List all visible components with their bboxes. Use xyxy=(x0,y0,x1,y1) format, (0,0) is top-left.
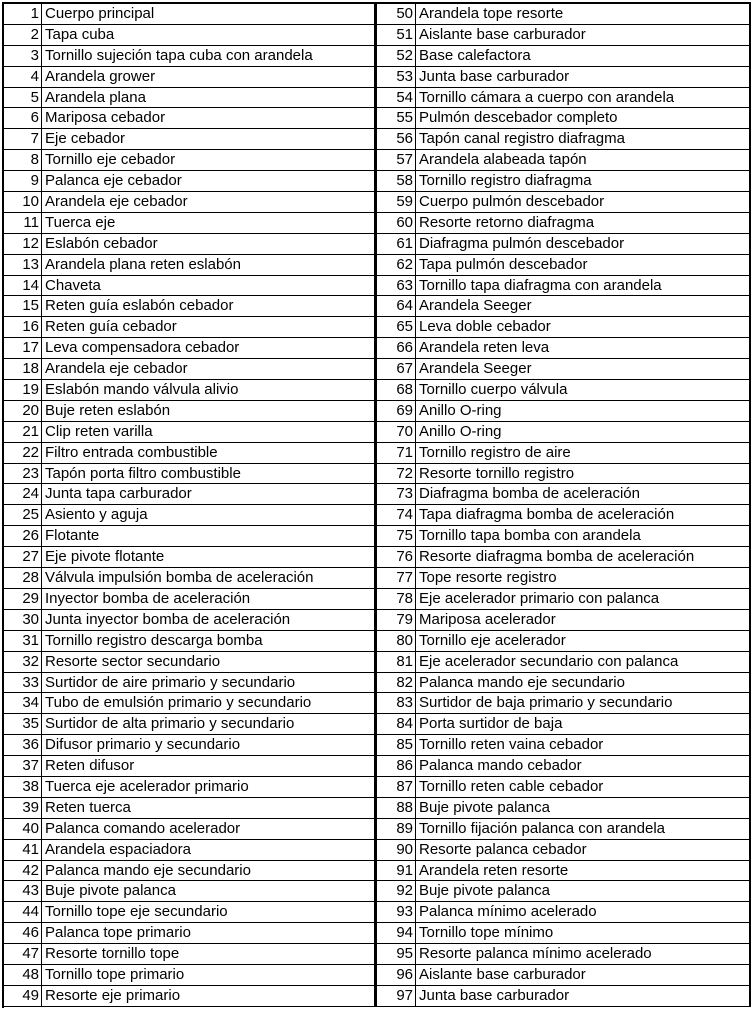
table-row xyxy=(4,296,377,317)
part-number: 42 xyxy=(4,861,42,881)
table-row xyxy=(377,255,751,276)
part-number: 86 xyxy=(377,756,416,776)
part-number: 43 xyxy=(4,881,42,901)
part-number: 25 xyxy=(4,505,42,525)
part-number: 69 xyxy=(377,401,416,421)
part-name: Tornillo eje acelerador xyxy=(416,631,751,651)
table-row xyxy=(377,464,751,485)
part-number: 50 xyxy=(377,4,416,24)
part-name: Arandela reten leva xyxy=(416,338,751,358)
table-row xyxy=(4,338,377,359)
part-name: Clip reten varilla xyxy=(42,422,377,442)
part-name: Resorte retorno diafragma xyxy=(416,213,751,233)
part-number: 84 xyxy=(377,714,416,734)
part-number: 16 xyxy=(4,317,42,337)
part-number: 3 xyxy=(4,46,42,66)
part-name: Buje pivote palanca xyxy=(416,881,751,901)
table-row xyxy=(4,4,377,25)
part-name: Junta tapa carburador xyxy=(42,484,377,504)
part-name: Reten difusor xyxy=(42,756,377,776)
part-name: Reten guía cebador xyxy=(42,317,377,337)
table-row xyxy=(377,819,751,840)
table-row xyxy=(4,652,377,673)
part-name: Tornillo reten vaina cebador xyxy=(416,735,751,755)
part-name: Tornillo fijación palanca con arandela xyxy=(416,819,751,839)
table-row xyxy=(377,129,751,150)
part-name: Resorte diafragma bomba de aceleración xyxy=(416,547,751,567)
table-row xyxy=(4,150,377,171)
part-name: Tornillo reten cable cebador xyxy=(416,777,751,797)
table-row xyxy=(4,380,377,401)
part-name: Tornillo tope eje secundario xyxy=(42,902,377,922)
part-name: Arandela espaciadora xyxy=(42,840,377,860)
part-name: Arandela plana xyxy=(42,88,377,108)
table-row xyxy=(4,505,377,526)
part-number: 65 xyxy=(377,317,416,337)
part-number: 63 xyxy=(377,276,416,296)
part-number: 81 xyxy=(377,652,416,672)
part-number: 49 xyxy=(4,986,42,1006)
table-row xyxy=(377,881,751,902)
part-number: 95 xyxy=(377,944,416,964)
part-name: Eje acelerador secundario con palanca xyxy=(416,652,751,672)
part-number: 83 xyxy=(377,693,416,713)
part-number: 26 xyxy=(4,526,42,546)
table-row xyxy=(4,234,377,255)
table-row xyxy=(4,276,377,297)
part-name: Porta surtidor de baja xyxy=(416,714,751,734)
part-name: Buje reten eslabón xyxy=(42,401,377,421)
parts-table xyxy=(2,2,751,1008)
part-name: Tornillo tapa bomba con arandela xyxy=(416,526,751,546)
part-name: Tornillo sujeción tapa cuba con arandela xyxy=(42,46,377,66)
part-number: 70 xyxy=(377,422,416,442)
table-row xyxy=(377,317,751,338)
table-row xyxy=(4,861,377,882)
table-row xyxy=(377,380,751,401)
table-row xyxy=(377,234,751,255)
part-number: 21 xyxy=(4,422,42,442)
table-row xyxy=(377,944,751,965)
part-name: Tapa diafragma bomba de aceleración xyxy=(416,505,751,525)
table-row xyxy=(377,213,751,234)
parts-column-right xyxy=(377,4,751,1008)
part-number: 12 xyxy=(4,234,42,254)
part-name: Junta base carburador xyxy=(416,67,751,87)
part-name: Mariposa acelerador xyxy=(416,610,751,630)
part-name: Arandela Seeger xyxy=(416,296,751,316)
table-row xyxy=(377,840,751,861)
part-name: Eslabón mando válvula alivio xyxy=(42,380,377,400)
table-row xyxy=(377,714,751,735)
part-name: Palanca comando acelerador xyxy=(42,819,377,839)
table-row xyxy=(377,67,751,88)
part-number: 27 xyxy=(4,547,42,567)
table-row xyxy=(377,150,751,171)
table-row xyxy=(377,276,751,297)
table-row xyxy=(4,88,377,109)
part-number: 71 xyxy=(377,443,416,463)
part-number: 19 xyxy=(4,380,42,400)
part-name: Tornillo eje cebador xyxy=(42,150,377,170)
part-number: 92 xyxy=(377,881,416,901)
part-number: 13 xyxy=(4,255,42,275)
part-number: 9 xyxy=(4,171,42,191)
table-row xyxy=(377,568,751,589)
table-row xyxy=(4,589,377,610)
part-name: Tornillo tapa diafragma con arandela xyxy=(416,276,751,296)
part-number: 76 xyxy=(377,547,416,567)
part-name: Tornillo tope primario xyxy=(42,965,377,985)
part-number: 31 xyxy=(4,631,42,651)
table-row xyxy=(377,902,751,923)
part-number: 30 xyxy=(4,610,42,630)
part-number: 22 xyxy=(4,443,42,463)
part-number: 61 xyxy=(377,234,416,254)
part-number: 93 xyxy=(377,902,416,922)
parts-column-left xyxy=(4,4,377,1008)
table-row xyxy=(377,652,751,673)
table-row xyxy=(4,108,377,129)
table-row xyxy=(377,108,751,129)
part-number: 44 xyxy=(4,902,42,922)
table-row xyxy=(4,25,377,46)
table-row xyxy=(4,422,377,443)
part-name: Difusor primario y secundario xyxy=(42,735,377,755)
table-row xyxy=(4,67,377,88)
table-row xyxy=(377,798,751,819)
part-number: 60 xyxy=(377,213,416,233)
part-number: 58 xyxy=(377,171,416,191)
table-row xyxy=(4,798,377,819)
table-row xyxy=(377,88,751,109)
table-row xyxy=(377,296,751,317)
part-number: 57 xyxy=(377,150,416,170)
part-number: 33 xyxy=(4,673,42,693)
part-number: 52 xyxy=(377,46,416,66)
part-number: 74 xyxy=(377,505,416,525)
table-row xyxy=(377,861,751,882)
table-row xyxy=(377,338,751,359)
part-name: Tornillo cámara a cuerpo con arandela xyxy=(416,88,751,108)
table-row xyxy=(4,965,377,986)
part-number: 67 xyxy=(377,359,416,379)
part-name: Eje pivote flotante xyxy=(42,547,377,567)
part-name: Arandela plana reten eslabón xyxy=(42,255,377,275)
part-number: 24 xyxy=(4,484,42,504)
part-number: 18 xyxy=(4,359,42,379)
table-row xyxy=(4,986,377,1007)
table-row xyxy=(4,213,377,234)
part-name: Cuerpo pulmón descebador xyxy=(416,192,751,212)
part-name: Palanca tope primario xyxy=(42,923,377,943)
table-row xyxy=(377,192,751,213)
part-number: 34 xyxy=(4,693,42,713)
part-number: 41 xyxy=(4,840,42,860)
part-name: Aislante base carburador xyxy=(416,965,751,985)
part-number: 97 xyxy=(377,986,416,1006)
table-row xyxy=(377,547,751,568)
part-number: 88 xyxy=(377,798,416,818)
part-number: 75 xyxy=(377,526,416,546)
part-name: Reten guía eslabón cebador xyxy=(42,296,377,316)
part-name: Resorte tornillo registro xyxy=(416,464,751,484)
table-row xyxy=(377,171,751,192)
part-name: Tapón porta filtro combustible xyxy=(42,464,377,484)
table-row xyxy=(4,610,377,631)
table-row xyxy=(4,255,377,276)
table-row xyxy=(377,505,751,526)
table-row xyxy=(4,881,377,902)
part-number: 87 xyxy=(377,777,416,797)
part-name: Tope resorte registro xyxy=(416,568,751,588)
part-number: 68 xyxy=(377,380,416,400)
table-row xyxy=(377,673,751,694)
table-row xyxy=(4,693,377,714)
table-row xyxy=(4,171,377,192)
table-row xyxy=(4,631,377,652)
part-name: Tapa pulmón descebador xyxy=(416,255,751,275)
part-number: 15 xyxy=(4,296,42,316)
part-number: 47 xyxy=(4,944,42,964)
part-name: Arandela grower xyxy=(42,67,377,87)
table-row xyxy=(4,464,377,485)
part-name: Base calefactora xyxy=(416,46,751,66)
table-row xyxy=(4,902,377,923)
part-name: Pulmón descebador completo xyxy=(416,108,751,128)
table-row xyxy=(4,359,377,380)
part-number: 96 xyxy=(377,965,416,985)
part-name: Arandela eje cebador xyxy=(42,192,377,212)
part-name: Surtidor de baja primario y secundario xyxy=(416,693,751,713)
part-name: Inyector bomba de aceleración xyxy=(42,589,377,609)
part-name: Resorte eje primario xyxy=(42,986,377,1006)
part-name: Resorte tornillo tope xyxy=(42,944,377,964)
part-name: Palanca eje cebador xyxy=(42,171,377,191)
part-name: Flotante xyxy=(42,526,377,546)
table-row xyxy=(377,610,751,631)
part-number: 6 xyxy=(4,108,42,128)
part-number: 10 xyxy=(4,192,42,212)
table-row xyxy=(377,25,751,46)
part-number: 5 xyxy=(4,88,42,108)
part-number: 37 xyxy=(4,756,42,776)
table-row xyxy=(377,923,751,944)
table-row xyxy=(4,777,377,798)
table-row xyxy=(377,735,751,756)
part-number: 85 xyxy=(377,735,416,755)
part-name: Anillo O-ring xyxy=(416,401,751,421)
part-number: 90 xyxy=(377,840,416,860)
part-number: 59 xyxy=(377,192,416,212)
part-name: Filtro entrada combustible xyxy=(42,443,377,463)
part-number: 56 xyxy=(377,129,416,149)
table-row xyxy=(4,526,377,547)
part-number: 38 xyxy=(4,777,42,797)
part-name: Tornillo registro diafragma xyxy=(416,171,751,191)
table-row xyxy=(377,4,751,25)
part-name: Buje pivote palanca xyxy=(42,881,377,901)
part-number: 64 xyxy=(377,296,416,316)
part-number: 55 xyxy=(377,108,416,128)
part-number: 53 xyxy=(377,67,416,87)
part-number: 4 xyxy=(4,67,42,87)
part-name: Palanca mando cebador xyxy=(416,756,751,776)
part-number: 66 xyxy=(377,338,416,358)
part-number: 8 xyxy=(4,150,42,170)
part-name: Resorte palanca cebador xyxy=(416,840,751,860)
table-row xyxy=(377,777,751,798)
part-name: Resorte sector secundario xyxy=(42,652,377,672)
part-number: 89 xyxy=(377,819,416,839)
part-name: Eje acelerador primario con palanca xyxy=(416,589,751,609)
part-number: 2 xyxy=(4,25,42,45)
table-row xyxy=(377,986,751,1007)
table-row xyxy=(4,401,377,422)
part-number: 17 xyxy=(4,338,42,358)
table-row xyxy=(377,443,751,464)
part-name: Palanca mando eje secundario xyxy=(42,861,377,881)
part-name: Aislante base carburador xyxy=(416,25,751,45)
part-name: Tornillo registro descarga bomba xyxy=(42,631,377,651)
part-name: Tubo de emulsión primario y secundario xyxy=(42,693,377,713)
part-number: 1 xyxy=(4,4,42,24)
part-number: 72 xyxy=(377,464,416,484)
part-number: 14 xyxy=(4,276,42,296)
part-number: 23 xyxy=(4,464,42,484)
table-row xyxy=(4,568,377,589)
part-name: Anillo O-ring xyxy=(416,422,751,442)
table-row xyxy=(377,631,751,652)
part-number: 54 xyxy=(377,88,416,108)
part-number: 40 xyxy=(4,819,42,839)
table-row xyxy=(4,840,377,861)
part-name: Eje cebador xyxy=(42,129,377,149)
part-name: Arandela alabeada tapón xyxy=(416,150,751,170)
table-row xyxy=(4,819,377,840)
part-number: 79 xyxy=(377,610,416,630)
part-name: Válvula impulsión bomba de aceleración xyxy=(42,568,377,588)
part-number: 73 xyxy=(377,484,416,504)
table-row xyxy=(4,923,377,944)
table-row xyxy=(4,46,377,67)
table-row xyxy=(4,714,377,735)
part-name: Leva doble cebador xyxy=(416,317,751,337)
part-name: Tornillo cuerpo válvula xyxy=(416,380,751,400)
part-name: Leva compensadora cebador xyxy=(42,338,377,358)
part-name: Tapa cuba xyxy=(42,25,377,45)
part-number: 20 xyxy=(4,401,42,421)
part-number: 48 xyxy=(4,965,42,985)
part-name: Arandela tope resorte xyxy=(416,4,751,24)
part-number: 94 xyxy=(377,923,416,943)
part-name: Palanca mando eje secundario xyxy=(416,673,751,693)
part-name: Tapón canal registro diafragma xyxy=(416,129,751,149)
part-name: Arandela Seeger xyxy=(416,359,751,379)
part-number: 39 xyxy=(4,798,42,818)
table-row xyxy=(4,129,377,150)
table-row xyxy=(377,693,751,714)
table-row xyxy=(4,547,377,568)
table-row xyxy=(377,401,751,422)
part-number: 35 xyxy=(4,714,42,734)
part-number: 29 xyxy=(4,589,42,609)
part-number: 80 xyxy=(377,631,416,651)
part-number: 7 xyxy=(4,129,42,149)
table-row xyxy=(377,422,751,443)
part-number: 28 xyxy=(4,568,42,588)
part-name: Palanca mínimo acelerado xyxy=(416,902,751,922)
table-row xyxy=(4,756,377,777)
table-row xyxy=(377,756,751,777)
part-number: 91 xyxy=(377,861,416,881)
part-name: Reten tuerca xyxy=(42,798,377,818)
table-row xyxy=(4,192,377,213)
part-name: Resorte palanca mínimo acelerado xyxy=(416,944,751,964)
table-row xyxy=(4,484,377,505)
part-name: Chaveta xyxy=(42,276,377,296)
part-number: 82 xyxy=(377,673,416,693)
part-name: Diafragma pulmón descebador xyxy=(416,234,751,254)
part-name: Arandela reten resorte xyxy=(416,861,751,881)
table-row xyxy=(377,965,751,986)
table-row xyxy=(4,317,377,338)
part-name: Tuerca eje xyxy=(42,213,377,233)
table-row xyxy=(377,526,751,547)
part-number: 78 xyxy=(377,589,416,609)
part-number: 46 xyxy=(4,923,42,943)
part-number: 11 xyxy=(4,213,42,233)
table-row xyxy=(377,484,751,505)
part-name: Asiento y aguja xyxy=(42,505,377,525)
table-row xyxy=(377,46,751,67)
part-number: 36 xyxy=(4,735,42,755)
part-name: Tornillo registro de aire xyxy=(416,443,751,463)
part-name: Diafragma bomba de aceleración xyxy=(416,484,751,504)
part-name: Surtidor de aire primario y secundario xyxy=(42,673,377,693)
part-name: Eslabón cebador xyxy=(42,234,377,254)
part-name: Buje pivote palanca xyxy=(416,798,751,818)
part-name: Surtidor de alta primario y secundario xyxy=(42,714,377,734)
part-name: Mariposa cebador xyxy=(42,108,377,128)
part-number: 32 xyxy=(4,652,42,672)
part-name: Cuerpo principal xyxy=(42,4,377,24)
table-row xyxy=(4,673,377,694)
table-row xyxy=(377,589,751,610)
part-number: 62 xyxy=(377,255,416,275)
part-name: Junta inyector bomba de aceleración xyxy=(42,610,377,630)
part-number: 77 xyxy=(377,568,416,588)
part-name: Junta base carburador xyxy=(416,986,751,1006)
table-row xyxy=(377,359,751,380)
table-row xyxy=(4,944,377,965)
table-row xyxy=(4,735,377,756)
part-name: Tornillo tope mínimo xyxy=(416,923,751,943)
part-name: Arandela eje cebador xyxy=(42,359,377,379)
table-row xyxy=(4,443,377,464)
part-name: Tuerca eje acelerador primario xyxy=(42,777,377,797)
part-number: 51 xyxy=(377,25,416,45)
